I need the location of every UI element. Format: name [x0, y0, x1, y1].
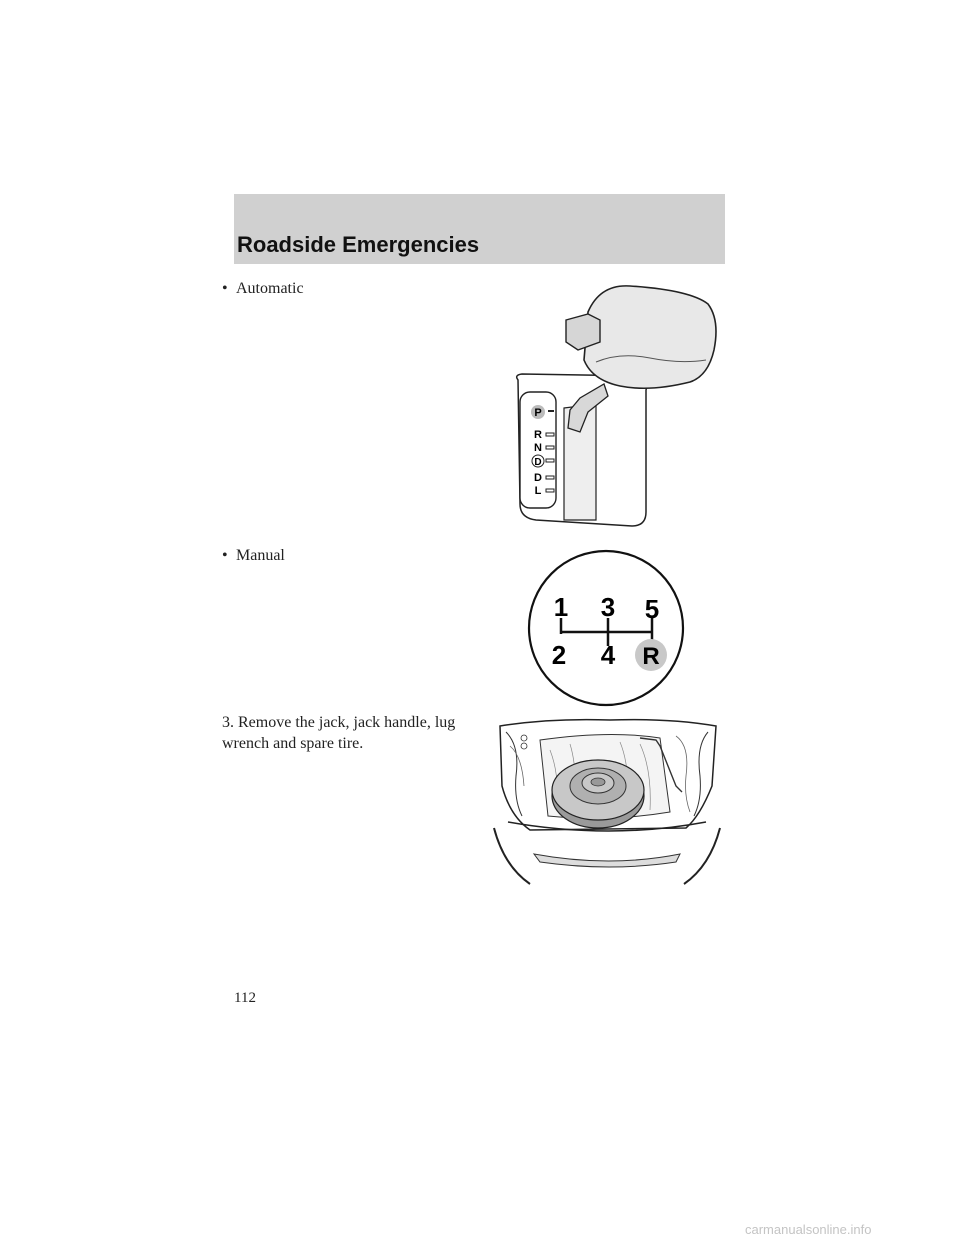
step-text-line: wrench and spare tire.	[222, 735, 364, 752]
bullet: •	[222, 280, 228, 297]
automatic-shifter-illustration	[500, 280, 730, 530]
gear-label-d: D	[534, 472, 542, 484]
watermark: carmanualsonline.info	[745, 1222, 872, 1237]
page-number: 112	[234, 990, 256, 1006]
gear-3-label: 3	[600, 592, 616, 622]
gear-label-r: R	[534, 429, 542, 441]
gear-label-p: P	[534, 407, 542, 419]
bullet: •	[222, 547, 228, 564]
step-text	[222, 712, 482, 754]
manual-shift-pattern-illustration	[512, 548, 692, 708]
gear-1-label: 1	[553, 592, 569, 622]
gear-label-l: L	[534, 485, 542, 497]
step-text-line: 3. Remove the jack, jack handle, lug	[222, 714, 456, 731]
gear-2-label: 2	[551, 640, 567, 670]
list-item-label: Manual	[236, 547, 285, 564]
gear-4-label: 4	[600, 640, 616, 670]
gear-reverse-label: R	[642, 643, 660, 670]
section-title: Roadside Emergencies	[237, 232, 480, 257]
list-item-label: Automatic	[236, 280, 304, 297]
gear-label-overdrive: D	[534, 457, 542, 468]
list-item-manual	[222, 545, 285, 566]
gear-label-n: N	[534, 442, 542, 454]
list-item-automatic	[222, 278, 304, 299]
spare-tire-trunk-illustration	[490, 716, 725, 886]
gear-5-label: 5	[644, 594, 660, 624]
